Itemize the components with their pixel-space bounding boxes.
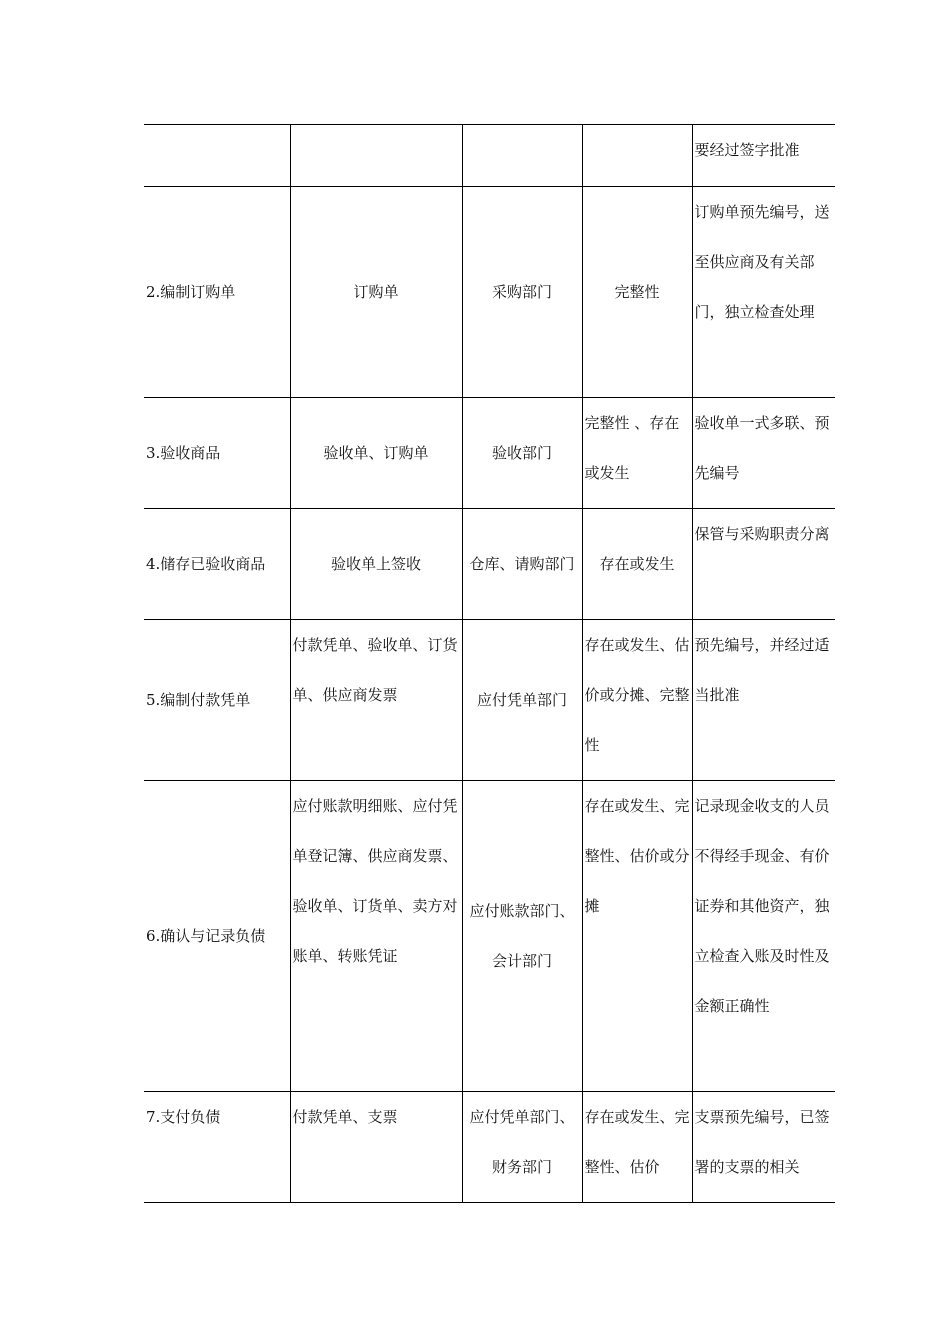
assertion-cell: 完整性 xyxy=(582,187,692,398)
control-cell: 订购单预先编号，送至供应商及有关部门，独立检查处理 xyxy=(692,187,835,398)
control-cell: 保管与采购职责分离 xyxy=(692,509,835,620)
table-row xyxy=(144,620,835,781)
step-cell: 2.编制订购单 xyxy=(144,187,290,398)
step-cell xyxy=(144,125,290,187)
control-cell: 记录现金收支的人员不得经手现金、有价证券和其他资产，独立检查入账及时性及金额正确性 xyxy=(692,781,835,1092)
step-cell: 4.储存已验收商品 xyxy=(144,509,290,620)
department-cell: 应付凭单部门 xyxy=(462,620,582,781)
step-cell: 7.支付负债 xyxy=(144,1092,290,1203)
table-row xyxy=(144,781,835,1092)
document-cell: 付款凭单、支票 xyxy=(290,1092,462,1203)
purchase-control-table xyxy=(144,124,835,1203)
table-row xyxy=(144,509,835,620)
control-cell: 验收单一式多联、预先编号 xyxy=(692,398,835,509)
document-cell: 验收单上签收 xyxy=(290,509,462,620)
document-cell: 订购单 xyxy=(290,187,462,398)
table-row xyxy=(144,125,835,187)
assertion-cell: 存在或发生、完整性、估价 xyxy=(582,1092,692,1203)
department-cell: 应付账款部门、会计部门 xyxy=(462,781,582,1092)
document-cell: 验收单、订购单 xyxy=(290,398,462,509)
assertion-cell xyxy=(582,125,692,187)
document-cell: 付款凭单、验收单、订货单、供应商发票 xyxy=(290,620,462,781)
assertion-cell: 完整性 、存在或发生 xyxy=(582,398,692,509)
step-cell: 6.确认与记录负债 xyxy=(144,781,290,1092)
assertion-cell: 存在或发生、估价或分摊、完整性 xyxy=(582,620,692,781)
department-cell: 仓库、请购部门 xyxy=(462,509,582,620)
control-cell: 要经过签字批准 xyxy=(692,125,835,187)
step-cell: 5.编制付款凭单 xyxy=(144,620,290,781)
department-cell: 应付凭单部门、财务部门 xyxy=(462,1092,582,1203)
table-row xyxy=(144,1092,835,1203)
table-row xyxy=(144,187,835,398)
control-cell: 预先编号，并经过适当批准 xyxy=(692,620,835,781)
control-cell: 支票预先编号，已签署的支票的相关 xyxy=(692,1092,835,1203)
document-cell: 应付账款明细账、应付凭单登记簿、供应商发票、验收单、订货单、卖方对账单、转账凭证 xyxy=(290,781,462,1092)
table-row xyxy=(144,398,835,509)
department-cell: 采购部门 xyxy=(462,187,582,398)
assertion-cell: 存在或发生 xyxy=(582,509,692,620)
department-cell xyxy=(462,125,582,187)
assertion-cell: 存在或发生、完整性、估价或分摊 xyxy=(582,781,692,1092)
step-cell: 3.验收商品 xyxy=(144,398,290,509)
document-cell xyxy=(290,125,462,187)
department-cell: 验收部门 xyxy=(462,398,582,509)
